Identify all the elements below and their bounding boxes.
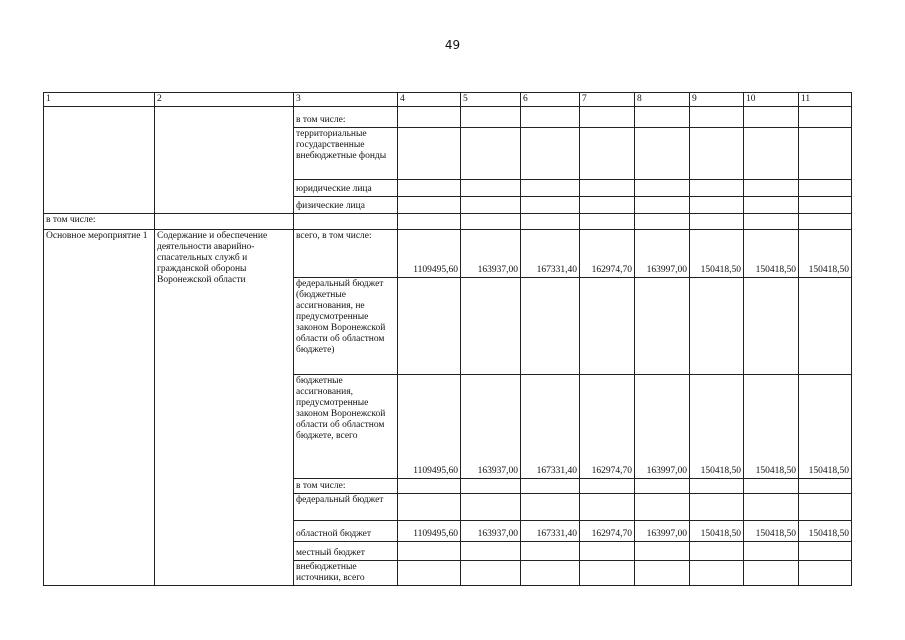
value-cell: 150418,50 [744, 521, 799, 542]
row-label: федеральный бюджет [294, 494, 398, 521]
row-label: в том числе: [294, 479, 398, 494]
row-label: областной бюджет [294, 521, 398, 542]
column-number: 3 [294, 93, 398, 107]
row-label: в том числе: [44, 214, 155, 230]
value-cell: 167331,40 [521, 375, 580, 479]
value-cell: 1109495,60 [398, 230, 461, 278]
value-cell: 163997,00 [635, 375, 690, 479]
empty-cell [155, 107, 294, 214]
column-number: 10 [744, 93, 799, 107]
row-label: всего, в том числе: [294, 230, 398, 278]
table-row [44, 214, 852, 230]
value-cell: 150418,50 [799, 375, 852, 479]
column-number: 4 [398, 93, 461, 107]
row-label: юридические лица [294, 180, 398, 197]
column-number: 1 [44, 93, 155, 107]
value-cell: 150418,50 [799, 521, 852, 542]
value-cell: 150418,50 [744, 375, 799, 479]
value-cell: 163937,00 [461, 375, 521, 479]
value-cell: 150418,50 [690, 230, 744, 278]
column-number-row [44, 93, 852, 107]
budget-table [43, 92, 852, 586]
empty-cell [44, 107, 155, 214]
value-cell: 162974,70 [580, 375, 635, 479]
value-cell: 167331,40 [521, 230, 580, 278]
value-cell: 167331,40 [521, 521, 580, 542]
value-cell: 163937,00 [461, 521, 521, 542]
column-number: 8 [635, 93, 690, 107]
column-number: 6 [521, 93, 580, 107]
value-cell: 162974,70 [580, 521, 635, 542]
column-number: 11 [799, 93, 852, 107]
table-row [44, 107, 852, 128]
activity-name: Основное мероприятие 1 [44, 230, 155, 586]
column-number: 2 [155, 93, 294, 107]
row-label: физические лица [294, 197, 398, 214]
activity-description: Содержание и обеспечение деятельности аварийно-спасательных служб и гражданской обороны Воронежской области [155, 230, 294, 586]
row-label: внебюджетные источники, всего [294, 561, 398, 586]
value-cell: 163997,00 [635, 230, 690, 278]
value-cell: 1109495,60 [398, 375, 461, 479]
value-cell: 162974,70 [580, 230, 635, 278]
row-label: территориальные государственные внебюджетные фонды [294, 128, 398, 180]
column-number: 9 [690, 93, 744, 107]
column-number: 7 [580, 93, 635, 107]
value-cell: 163937,00 [461, 230, 521, 278]
value-cell: 150418,50 [799, 230, 852, 278]
value-cell: 150418,50 [744, 230, 799, 278]
row-label: в том числе: [294, 107, 398, 128]
column-number: 5 [461, 93, 521, 107]
row-label: местный бюджет [294, 542, 398, 561]
row-label: федеральный бюджет (бюджетные ассигнования, не предусмотренные законом Воронежской области об областном бюджете) [294, 278, 398, 375]
value-cell: 1109495,60 [398, 521, 461, 542]
page-number: 49 [444, 38, 461, 52]
value-cell: 150418,50 [690, 521, 744, 542]
table-row [44, 230, 852, 278]
value-cell: 163997,00 [635, 521, 690, 542]
row-label: бюджетные ассигнования, предусмотренные законом Воронежской области об областном бюджете, всего [294, 375, 398, 479]
value-cell: 150418,50 [690, 375, 744, 479]
